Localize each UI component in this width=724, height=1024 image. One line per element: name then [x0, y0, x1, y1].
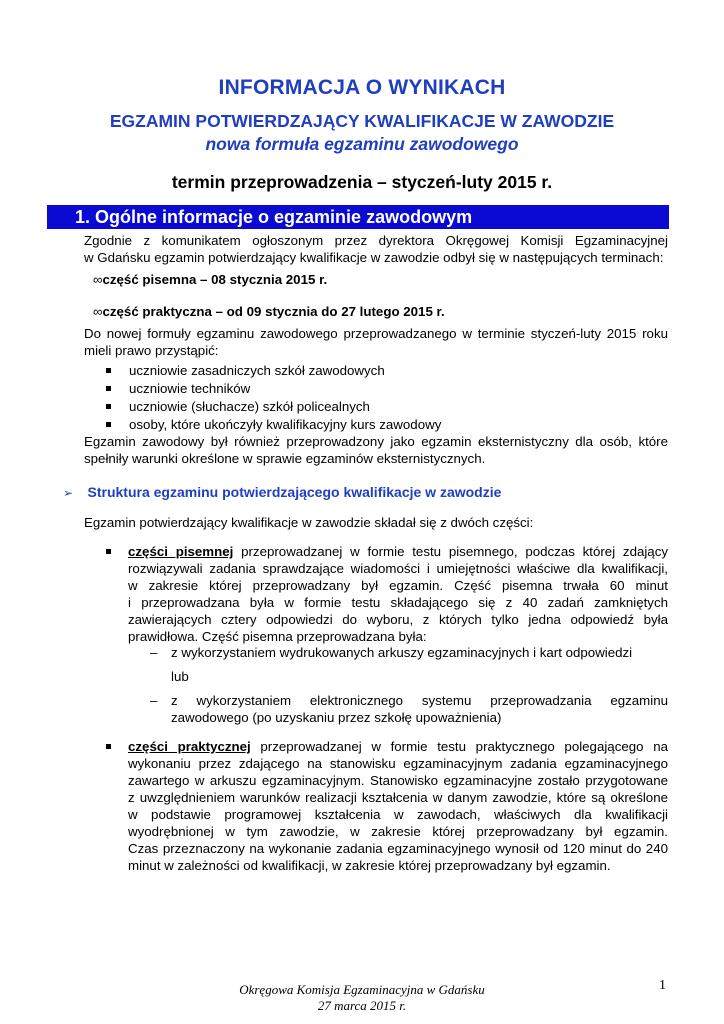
term-written-text: część pisemna – 08 stycznia 2015 r.	[102, 272, 328, 287]
list-item	[106, 398, 666, 416]
square-bullet-icon	[106, 368, 111, 373]
square-bullet-icon	[106, 549, 111, 554]
arrow-bullet-icon: ➢	[63, 486, 74, 500]
practical-part-line: Czas przeznaczony na wykonanie zadania egzaminacyjnego wynosił od 120 minut do 240	[128, 841, 668, 856]
dash-bullet-icon: –	[150, 645, 158, 660]
practical-part-line: zawartego w arkuszu egzaminacyjnym. Stanowisko egzaminacyjne zostało przygotowane	[128, 773, 668, 788]
exam-subtitle: EGZAMIN POTWIERDZAJĄCY KWALIFIKACJE W ZAWODZIE	[109, 111, 615, 131]
written-part-line	[128, 543, 668, 560]
practical-part-term: części praktycznej	[128, 739, 251, 754]
practical-part-line: wykonaniu przez zdającego na stanowisku egzaminacyjnym zadania egzaminacyjnego	[128, 756, 668, 771]
practical-part-line	[128, 738, 668, 755]
page-number: 1	[659, 978, 666, 993]
list-item-text: uczniowie zasadniczych szkół zawodowych	[129, 363, 385, 378]
structure-intro: Egzamin potwierdzający kwalifikacje w zawodzie składał się z dwóch części:	[84, 515, 534, 530]
written-part-text: przeprowadzanej w formie testu pisemnego, podczas której zdający	[233, 544, 669, 559]
written-option-or: lub	[171, 669, 189, 684]
practical-part-block	[128, 738, 668, 874]
list-item	[106, 380, 666, 398]
written-part-line: zawierających cztery odpowiedzi do wyboru, z których tylko jedna odpowiedź była	[128, 612, 668, 627]
list-item-text: osoby, które ukończyły kwalifikacyjny kurs zawodowy	[129, 417, 442, 432]
practical-part-line: w podstawie programowej kształcenia w zawodach, właściwych dla kwalifikacji	[128, 807, 668, 822]
intro-line-2: w Gdańsku egzamin potwierdzający kwalifikacje w zawodzie odbył się w następujących terminach:	[84, 250, 664, 265]
eligibility-line-1: Do nowej formuły egzaminu zawodowego przeprowadzanego w terminie styczeń-luty 2015 roku	[84, 326, 668, 341]
page-title: INFORMACJA O WYNIKACH	[218, 76, 506, 99]
infinity-bullet-icon: ∞	[93, 272, 103, 287]
intro-line-1: Zgodnie z komunikatem ogłoszonym przez dyrektora Okręgowej Komisji Egzaminacyjnej	[84, 233, 668, 248]
extern-line-2: spełniły warunki określone w sprawie egzaminów eksternistycznych.	[84, 451, 486, 466]
square-bullet-icon	[106, 404, 111, 409]
square-bullet-icon	[106, 744, 111, 749]
term-practical-text: część praktyczna – od 09 stycznia do 27 lutego 2015 r.	[102, 304, 445, 319]
infinity-bullet-icon: ∞	[93, 304, 103, 319]
written-part-line: prawidłowa. Część pisemna przeprowadzana była:	[128, 629, 427, 644]
list-item	[106, 362, 666, 380]
eligibility-line-2: mieli prawo przystąpić:	[84, 343, 219, 358]
square-bullet-icon	[106, 386, 111, 391]
practical-part-line: minut w zależności od kwalifikacji, w zakresie której przeprowadzany był egzamin.	[128, 858, 611, 873]
written-part-block	[128, 543, 668, 645]
written-part-line: w zakresie której przeprowadzany był egzamin. Część pisemna trwała 60 minut	[128, 578, 668, 593]
practical-part-line: z uwzględnieniem warunków realizacji kształcenia w danym zawodzie, które są określone	[128, 790, 668, 805]
dash-bullet-icon: –	[150, 693, 158, 708]
written-part-line: rozwiązywali zadania sprawdzające wiadomości i umiejętności właściwe dla kwalifikacji,	[128, 561, 668, 576]
footer-date: 27 marca 2015 r.	[317, 998, 407, 1013]
practical-part-text: przeprowadzanej w formie testu praktycznego polegającego na	[250, 739, 668, 754]
term-written	[93, 271, 327, 288]
list-item-text: uczniowie (słuchacze) szkół policealnych	[129, 399, 370, 414]
list-item	[106, 416, 666, 434]
written-part-line: i przeprowadzana była w formie testu składającego się z 40 zadań zamkniętych	[128, 595, 668, 610]
eligibility-list	[106, 362, 666, 434]
written-option-2-line-2: zawodowego (po uzyskaniu przez szkołę upoważnienia)	[171, 710, 502, 725]
written-option-1: z wykorzystaniem wydrukowanych arkuszy egzaminacyjnych i kart odpowiedzi	[171, 645, 633, 660]
structure-heading-row	[63, 484, 501, 502]
section-heading-general-info: 1. Ogólne informacje o egzaminie zawodowym	[47, 205, 669, 229]
term-practical	[93, 303, 445, 320]
exam-term: termin przeprowadzenia – styczeń-luty 2015 r.	[171, 172, 553, 192]
footer-organization: Okręgowa Komisja Egzaminacyjna w Gdańsku	[239, 982, 485, 997]
written-part-term: części pisemnej	[128, 544, 234, 559]
practical-part-line: wyodrębnionej w tym zawodzie, w zakresie której przeprowadzany był egzamin.	[128, 824, 668, 839]
extern-line-1: Egzamin zawodowy był również przeprowadzony jako egzamin eksternistyczny dla osób, które	[84, 434, 668, 449]
exam-subtitle-italic: nowa formuła egzaminu zawodowego	[205, 134, 519, 154]
square-bullet-icon	[106, 422, 111, 427]
structure-heading: Struktura egzaminu potwierdzającego kwalifikacje w zawodzie	[87, 484, 502, 500]
written-option-2-line-1: z wykorzystaniem elektronicznego systemu przeprowadzania egzaminu	[171, 693, 668, 708]
list-item-text: uczniowie techników	[129, 381, 251, 396]
